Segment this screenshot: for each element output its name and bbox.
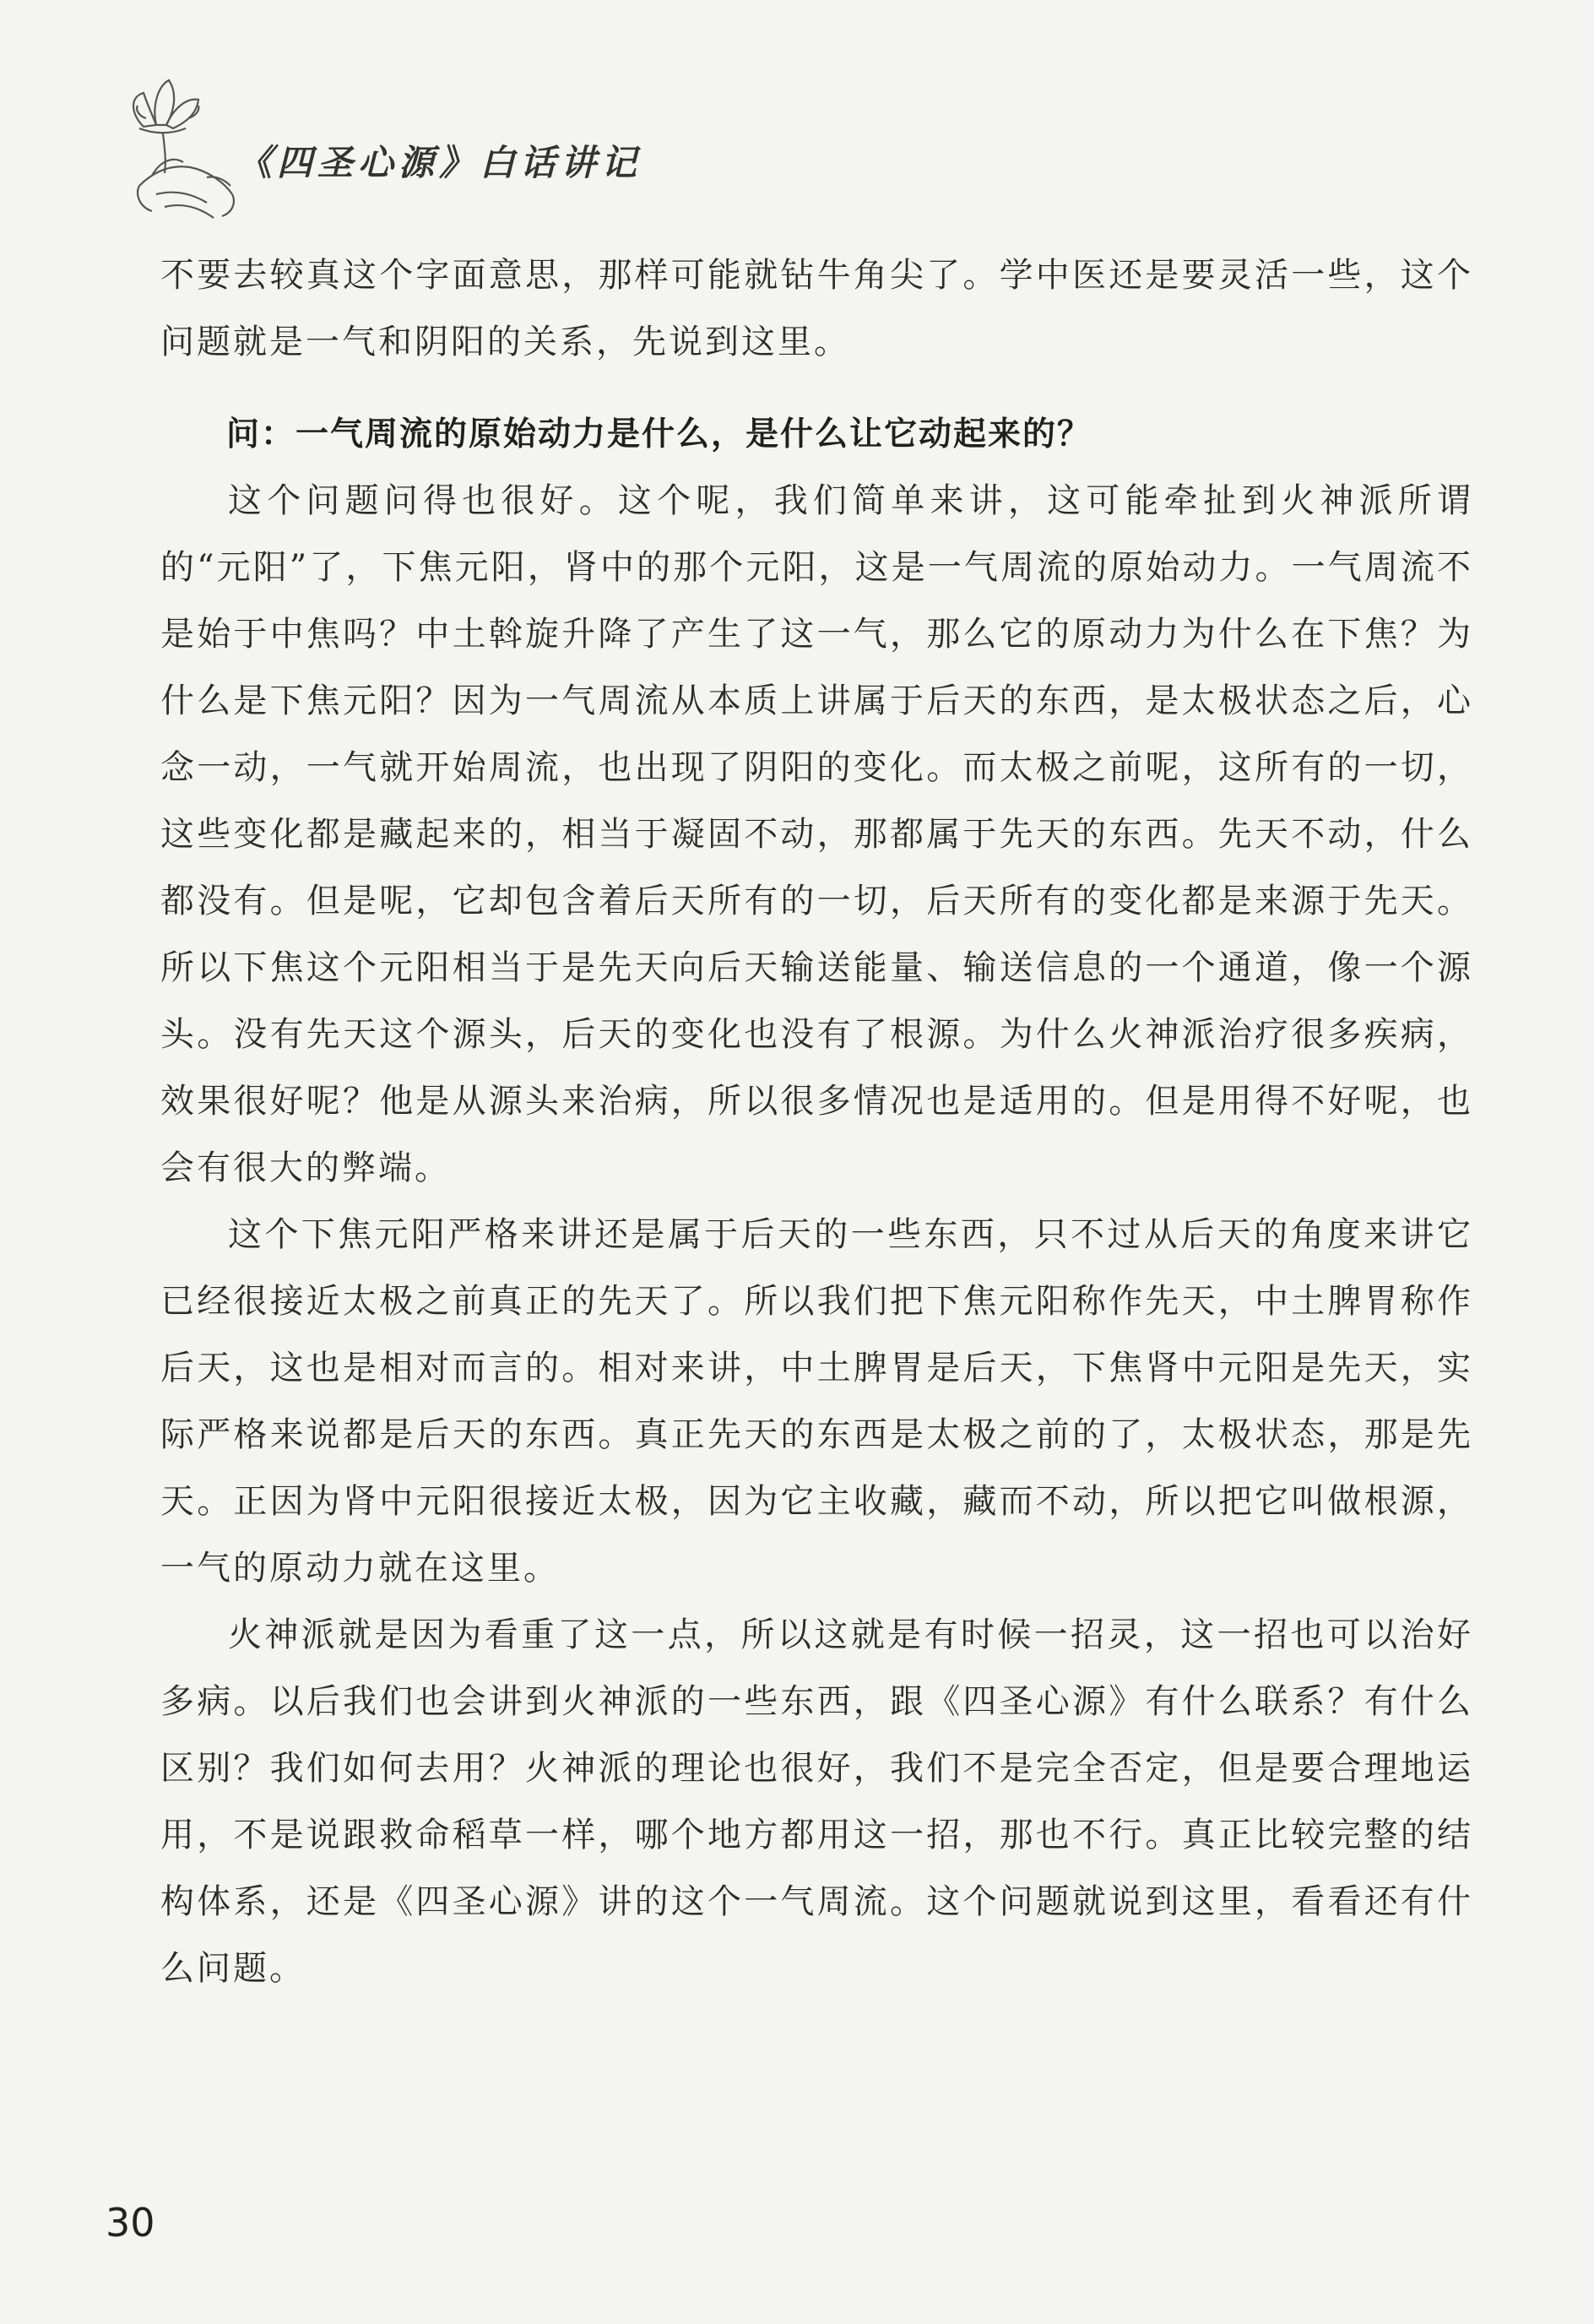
paragraph: 火神派就是因为看重了这一点，所以这就是有时候一招灵，这一招也可以治好多病。以后我们也会讲到火神派的一些东西，跟《四圣心源》有什么联系？有什么区别？我们如何去用？火神派的理论也很好，我们不是完全否定，但是要合理地运用，不是说跟救命稻草一样，哪个地方都用这一招，那也不行。真正比较完整的结构体系，还是《四圣心源》讲的这个一气周流。这个问题就说到这里，看看还有什么问题。 <box>160 1615 1473 1988</box>
paragraph: 这个下焦元阳严格来讲还是属于后天的一些东西，只不过从后天的角度来讲它已经很接近太极之前真正的先天了。所以我们把下焦元阳称作先天，中土脾胃称作后天，这也是相对而言的。相对来讲，中土脾胃是后天，下焦肾中元阳是先天，实际严格来说都是后天的东西。真正先天的东西是太极之前的了，太极状态，那是先天。正因为肾中元阳很接近太极，因为它主收藏，藏而不动，所以把它叫做根源，一气的原动力就在这里。 <box>160 1215 1473 1588</box>
page-body <box>160 242 1473 2002</box>
book-title: 《四圣心源》白话讲记 <box>236 142 642 183</box>
paragraph: 这个问题问得也很好。这个呢，我们简单来讲，这可能牵扯到火神派所谓的“元阳”了，下焦元阳，肾中的那个元阳，这是一气周流的原始动力。一气周流不是始于中焦吗？中土斡旋升降了产生了这一气，那么它的原动力为什么在下焦？为什么是下焦元阳？因为一气周流从本质上讲属于后天的东西，是太极状态之后，心念一动，一气就开始周流，也出现了阴阳的变化。而太极之前呢，这所有的一切，这些变化都是藏起来的，相当于凝固不动，那都属于先天的东西。先天不动，什么都没有。但是呢，它却包含着后天所有的一切，后天所有的变化都是来源于先天。所以下焦这个元阳相当于是先天向后天输送能量、输送信息的一个通道，像一个源头。没有先天这个源头，后天的变化也没有了根源。为什么火神派治疗很多疾病，效果很好呢？他是从源头来治病，所以很多情况也是适用的。但是用得不好呢，也会有很大的弊端。 <box>160 481 1473 1187</box>
running-header <box>106 68 865 236</box>
paragraph: 不要去较真这个字面意思，那样可能就钻牛角尖了。学中医还是要灵活一些，这个问题就是一气和阴阳的关系，先说到这里。 <box>160 256 1473 361</box>
lotus-hand-icon <box>106 68 241 228</box>
page-number: 30 <box>106 2200 155 2245</box>
question-heading: 问：一气周流的原始动力是什么，是什么让它动起来的？ <box>226 415 1092 453</box>
